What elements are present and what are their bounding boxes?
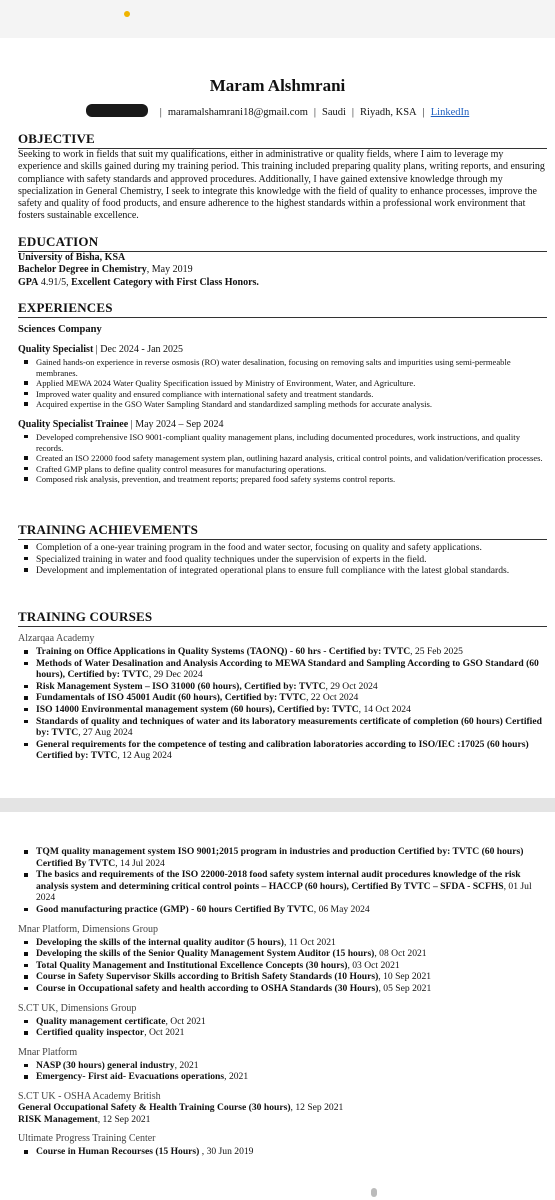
course-item bbox=[36, 971, 547, 983]
resume-page-2[interactable] bbox=[0, 812, 555, 1200]
course-group bbox=[18, 1047, 547, 1083]
course-title: RISK Management bbox=[18, 1113, 98, 1125]
achievement-item: Completion of a one-year training program in the food and water sector, focusing on quality and safety applications. bbox=[36, 542, 547, 554]
bullet-item: Composed risk analysis, prevention, and treatment reports; prepared food safety systems control reports. bbox=[36, 474, 547, 485]
course-title: Emergency- First aid- Evacuations operations bbox=[36, 1071, 225, 1083]
course-title: Certified quality inspector bbox=[36, 1027, 145, 1039]
course-title: General requirements for the competence of testing and calibration laboratories according to ISO/IEC :17025 (60 hours) Certified by: TVTC bbox=[36, 738, 529, 762]
role-title: Quality Specialist Trainee bbox=[18, 418, 129, 430]
course-date: , 14 Jul 2024 bbox=[115, 857, 165, 869]
role-title: Quality Specialist bbox=[18, 344, 94, 355]
course-item bbox=[36, 846, 547, 869]
page-gap bbox=[0, 798, 555, 812]
course-title: Good manufacturing practice (GMP) - 60 hours Certified By TVTC bbox=[36, 903, 314, 915]
education-section bbox=[18, 234, 547, 289]
bullet-item: Developed comprehensive ISO 9001-compliant quality management plans, including documented procedures, work instructions, and quality records. bbox=[36, 432, 547, 453]
objective-text: Seeking to work in fields that suit my qualifications, either in administrative or quality fields, where I aim to leverage my experience and skills gained during my training period. This training included preparing quality plans, writing reports, and ensuring compliance with safety standards and approved procedures. Additionally, I have gained extensive knowledge through my specialization in General Chemistry, I seek to integrate this knowledge with the field of quality to enhance processes, improve the safety and quality of food products, and ensure adherence to the highest standards within a professional work environment that fosters sustainable excellence. bbox=[18, 149, 545, 222]
course-item bbox=[36, 948, 547, 960]
course-item bbox=[36, 904, 547, 916]
course-item bbox=[36, 692, 547, 704]
scrollbar-thumb[interactable] bbox=[371, 1188, 377, 1197]
course-title: Quality management certificate bbox=[36, 1015, 166, 1027]
course-group bbox=[18, 1003, 547, 1039]
course-org: Mnar Platform, Dimensions Group bbox=[18, 923, 158, 935]
course-item bbox=[36, 681, 547, 693]
role-bullets bbox=[18, 357, 547, 410]
course-title: Developing the skills of the internal quality auditor (5 hours) bbox=[36, 936, 284, 948]
course-date: , 05 Sep 2021 bbox=[378, 982, 432, 994]
course-date: , 2021 bbox=[224, 1071, 249, 1083]
course-line bbox=[18, 1114, 547, 1126]
course-list bbox=[18, 1060, 547, 1083]
course-title: Standards of quality and techniques of water and its laboratory measurements certificate of completion (60 hours) Certified by: TVTC bbox=[36, 715, 542, 739]
course-list bbox=[18, 646, 547, 762]
course-title: Fundamentals of ISO 45001 Audit (60 hours), Certified by: TVTC bbox=[36, 692, 307, 704]
course-title: ISO 14000 Environmental management system (60 hours), Certified by: TVTC bbox=[36, 703, 359, 715]
course-title: TQM quality management system ISO 9001;2015 program in industries and production Certified by: TVTC (60 hours) Certified By TVTC bbox=[36, 846, 524, 869]
course-item bbox=[36, 1027, 547, 1039]
course-title: Methods of Water Desalination and Analysis According to MEWA Standard and Sampling According to GSO Standard (60 hours), Certified by: TVTC bbox=[36, 657, 539, 681]
course-date: , 08 Oct 2021 bbox=[374, 948, 427, 960]
bullet-item: Improved water quality and ensured compliance with international safety and treatment standards. bbox=[36, 389, 547, 400]
course-date: , 30 Jun 2019 bbox=[201, 1146, 254, 1158]
nationality-text: Saudi bbox=[322, 107, 346, 118]
course-org: Ultimate Progress Training Center bbox=[18, 1133, 156, 1145]
training-courses-heading: TRAINING COURSES bbox=[18, 609, 547, 627]
degree-line: Bachelor Degree in Chemistry, May 2019 bbox=[18, 264, 193, 276]
course-group bbox=[18, 1091, 547, 1125]
training-courses-section bbox=[18, 609, 547, 762]
bullet-item: Applied MEWA 2024 Water Quality Specification issued by Ministry of Environment, Water, and Agriculture. bbox=[36, 378, 547, 389]
course-date: , Oct 2021 bbox=[144, 1027, 185, 1039]
course-item bbox=[36, 646, 547, 658]
course-item bbox=[36, 704, 547, 716]
role-dates: | Dec 2024 - Jan 2025 bbox=[93, 344, 184, 355]
resume-page-1[interactable] bbox=[0, 38, 555, 798]
role-line bbox=[18, 344, 547, 355]
course-date: , 29 Oct 2024 bbox=[325, 680, 378, 692]
course-title: Course in Human Recourses (15 Hours) bbox=[36, 1146, 202, 1158]
course-item bbox=[36, 1146, 547, 1158]
viewer-toolbar bbox=[0, 0, 555, 38]
course-group bbox=[18, 1133, 547, 1158]
redacted-phone bbox=[86, 104, 148, 117]
course-list bbox=[18, 1016, 547, 1039]
achievements-list bbox=[18, 542, 547, 577]
course-group bbox=[18, 846, 547, 916]
achievement-item: Development and implementation of integrated operational plans to ensure full compliance with the latest global standards. bbox=[36, 565, 547, 577]
course-org: Alzarqaa Academy bbox=[18, 633, 95, 644]
course-item bbox=[36, 1060, 547, 1072]
course-date: , 10 Sep 2021 bbox=[378, 971, 432, 983]
course-org: Mnar Platform bbox=[18, 1046, 78, 1058]
location-text: Riyadh, KSA bbox=[360, 107, 417, 118]
email-text: maramalshamrani18@gmail.com bbox=[167, 107, 308, 118]
course-item bbox=[36, 983, 547, 995]
experiences-heading: EXPERIENCES bbox=[18, 300, 547, 318]
course-item bbox=[36, 739, 547, 762]
role-line bbox=[18, 419, 547, 430]
course-date: , 11 Oct 2021 bbox=[283, 936, 336, 948]
education-heading: EDUCATION bbox=[18, 234, 547, 252]
course-title: Course in Safety Supervisor Skills according to British Safety Standards (10 Hours) bbox=[36, 971, 379, 983]
candidate-name: Maram Alshmrani bbox=[209, 76, 346, 95]
bullet-item: Acquired expertise in the GSO Water Sampling Standard and standardized sampling methods for accurate analysis. bbox=[36, 399, 547, 410]
course-date: , 22 Oct 2024 bbox=[306, 692, 359, 704]
course-date: , 03 Oct 2021 bbox=[347, 959, 400, 971]
course-group bbox=[18, 924, 547, 995]
gpa-line: GPA 4.91/5, Excellent Category with First Class Honors. bbox=[18, 276, 259, 288]
course-title: Risk Management System – ISO 31000 (60 hours), Certified by: TVTC bbox=[36, 680, 326, 692]
objective-heading: OBJECTIVE bbox=[18, 131, 547, 149]
university: University of Bisha, KSA bbox=[18, 252, 126, 263]
course-item bbox=[36, 658, 547, 681]
course-list bbox=[18, 846, 547, 916]
course-date: , 01 Jul 2024 bbox=[36, 880, 532, 904]
course-item bbox=[36, 716, 547, 739]
training-achievements-heading: TRAINING ACHIEVEMENTS bbox=[18, 522, 547, 540]
course-title: Total Quality Management and Institutional Excellence Concepts (30 hours) bbox=[36, 959, 348, 971]
course-item bbox=[36, 1016, 547, 1028]
bullet-item: Gained hands-on experience in reverse osmosis (RO) water desalination, focusing on removing salts and impurities using semi-permeable membranes. bbox=[36, 357, 547, 378]
course-date: , 14 Oct 2024 bbox=[358, 703, 411, 715]
role-dates: | May 2024 – Sep 2024 bbox=[128, 418, 224, 430]
course-date: , 2021 bbox=[174, 1059, 199, 1071]
course-date: , 12 Sep 2021 bbox=[97, 1113, 151, 1125]
course-item bbox=[36, 1071, 547, 1083]
linkedin-link[interactable]: LinkedIn bbox=[430, 107, 470, 118]
objective-section bbox=[18, 131, 547, 223]
course-title: Course in Occupational safety and health according to OSHA Standards (30 Hours) bbox=[36, 982, 379, 994]
course-title: General Occupational Safety & Health Training Course (30 hours) bbox=[18, 1101, 291, 1113]
course-date: , 25 Feb 2025 bbox=[410, 646, 463, 657]
course-item bbox=[36, 869, 547, 904]
training-achievements-section bbox=[18, 522, 547, 577]
course-title: The basics and requirements of the ISO 22000-2018 food safety system internal audit procedures knowledge of the risk analysis system and determining critical control points – HACCP (60 hours), Certified By TVTC – SFDA - SCFHS bbox=[36, 869, 521, 892]
course-title: Training on Office Applications in Quality Systems (TAONQ) - 60 hrs - Certified by: TVTC bbox=[36, 646, 411, 657]
course-org: S.CT UK, Dimensions Group bbox=[18, 1002, 137, 1014]
course-title: NASP (30 hours) general industry bbox=[36, 1059, 175, 1071]
company-name: Sciences Company bbox=[18, 324, 102, 335]
notification-dot-icon bbox=[124, 11, 130, 17]
course-date: , 29 Dec 2024 bbox=[148, 669, 203, 681]
course-item bbox=[36, 937, 547, 949]
course-date: , 12 Aug 2024 bbox=[117, 750, 172, 762]
course-line bbox=[18, 1102, 547, 1114]
role-bullets bbox=[18, 432, 547, 485]
course-org: S.CT UK - OSHA Academy British bbox=[18, 1090, 161, 1102]
course-list bbox=[18, 1146, 547, 1158]
course-date: , 27 Aug 2024 bbox=[78, 727, 133, 739]
contact-line: | maramalshamrani18@gmail.com | Saudi | Riyadh, KSA | LinkedIn bbox=[0, 104, 555, 118]
experiences-section bbox=[18, 300, 547, 485]
course-date: , 06 May 2024 bbox=[313, 903, 370, 915]
bullet-item: Created an ISO 22000 food safety management system plan, outlining hazard analysis, critical control points, and validation/verification processes. bbox=[36, 453, 547, 464]
course-title: Developing the skills of the Senior Quality Management System Auditor (15 hours) bbox=[36, 948, 375, 960]
course-item bbox=[36, 960, 547, 972]
bullet-item: Crafted GMP plans to define quality control measures for manufacturing operations. bbox=[36, 464, 547, 475]
training-courses-continued bbox=[18, 844, 547, 1158]
achievement-item: Specialized training in water and food quality techniques under the supervision of experts in the field. bbox=[36, 554, 547, 566]
course-date: , 12 Sep 2021 bbox=[290, 1101, 344, 1113]
course-date: , Oct 2021 bbox=[165, 1015, 206, 1027]
course-list bbox=[18, 937, 547, 995]
